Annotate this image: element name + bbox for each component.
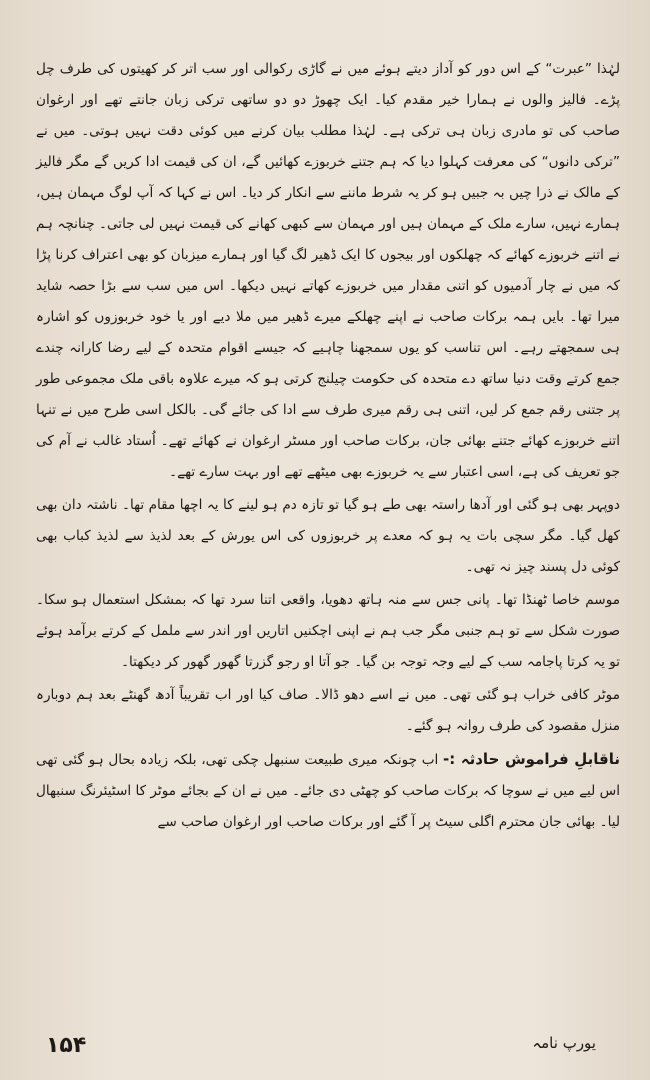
section-heading: ناقابلِ فراموش حادثہ :- xyxy=(443,750,620,768)
page-text xyxy=(36,54,620,838)
section-paragraph xyxy=(36,744,620,838)
page-footer xyxy=(36,1018,616,1058)
paragraph-2: دوپہر بھی ہو گئی اور آدھا راستہ بھی طے ہو گیا تو تازہ دم ہو لینے کا یہ اچھا مقام تھا۔ ناشتہ دان بھی کھل گیا۔ مگر سچی بات یہ ہو کہ معدے پر خربوزوں کی اس یورش کے بعد لذیذ سے لذیذ کباب بھی کوئی دل پسند چیز نہ تھی۔ xyxy=(36,497,620,575)
section-body: اب چونکہ میری طبیعت سنبھل چکی تھی، بلکہ زیادہ بحال ہو گئی تھی اس لیے میں نے سوچا کہ برکات صاحب کو چھٹی دی جائے۔ میں نے ان کے بجائے موٹر کا اسٹیئرنگ سنبھال لیا۔ بھائی جان محترم اگلی سیٹ پر آ گئے اور برکات صاحب اور ارغوان صاحب سے xyxy=(36,752,620,830)
page-number: ۱۵۴ xyxy=(46,1033,87,1058)
paragraph-4: موٹر کافی خراب ہو گئی تھی۔ میں نے اسے دھو ڈالا۔ صاف کیا اور اب تقریباً آدھ گھنٹے بعد ہم دوبارہ منزل مقصود کی طرف روانہ ہو گئے۔ xyxy=(36,687,620,734)
paragraph-1: لہٰذا ”عبرت“ کے اس دور کو آداز دیتے ہوئے میں نے گاڑی رکوالی اور سب اتر کر کھیتوں کی طرف چل پڑے۔ فالیز والوں نے ہمارا خیر مقدم کیا۔ ایک چھوڑ دو دو ساتھی ترکی زبان جانتے تھے اور ارغوان صاحب کی تو مادری زبان ہی ترکی ہے۔ لہٰذا مطلب بیان کرنے میں کوئی دقت نہیں ہوتی۔ میں نے ”ترکی دانوں“ کی معرفت کہلوا دیا کہ ہم جتنے خربوزے کھائیں گے، ان کی قیمت ادا کریں گے مگر فالیز کے مالک نے ذرا چیں بہ جبیں ہو کر یہ شرط ماننے سے انکار کر دیا۔ اس نے کہا کہ آپ لوگ مہمان ہیں، ہمارے نہیں، سارے ملک کے مہمان ہیں اور مہمان سے کبھی کھانے کی قیمت نہیں لی جاتی۔ چنانچہ ہم نے اتنے خربوزے کھائے کہ چھلکوں اور بیجوں کا ایک ڈھیر لگ گیا اور ہمارے میزبان کو بھی اعتراف کرنا پڑا کہ میں نے چار آدمیوں کو اتنی مقدار میں خربوزے کھاتے نہیں دیکھا۔ اس میں سب سے بڑا حصہ شاید میرا تھا۔ بایں ہمہ برکات صاحب نے اپنے چھلکے میرے ڈھیر میں ملا دیے اور یا خود خربوزوں کو اشارہ ہی سمجھتے رہے۔ اس تناسب کو یوں سمجھنا چاہیے کہ جیسے اقوام متحدہ کے لیے رضا کارانہ چندے جمع کرتے وقت دنیا ساتھ دے متحدہ کی حکومت چیلنج کرتی ہو کہ میرے علاوہ باقی ملک مجموعی طور پر جتنی رقم جمع کر لیں، اتنی ہی رقم میری طرف سے ادا کی جائے گی۔ بالکل اسی طرح میں نے تنہا اتنے خربوزے کھائے جتنے بھائی جان، برکات صاحب اور مسٹر ارغوان نے کھائے تھے۔ اُستاد غالب نے آم کی جو تعریف کی ہے، اسی اعتبار سے یہ خربوزے بھی میٹھے تھے اور بہت سارے تھے۔ xyxy=(36,61,620,480)
paragraph-3: موسم خاصا ٹھنڈا تھا۔ پانی جس سے منہ ہاتھ دھویا، واقعی اتنا سرد تھا کہ بمشکل استعمال ہو سکا۔ صورت شکل سے تو ہم جنبی مگر جب ہم نے اپنی اچکنیں اتاریں اور اندر سے ململ کے کرتے برآمد ہوئے تو یہ کرتا پاجامہ سب کے لیے وجہ توجہ بن گیا۔ جو آتا او رجو گزرتا گھور گھور کر دیکھتا۔ xyxy=(36,592,620,670)
running-title: یورپ نامہ xyxy=(532,1034,596,1052)
